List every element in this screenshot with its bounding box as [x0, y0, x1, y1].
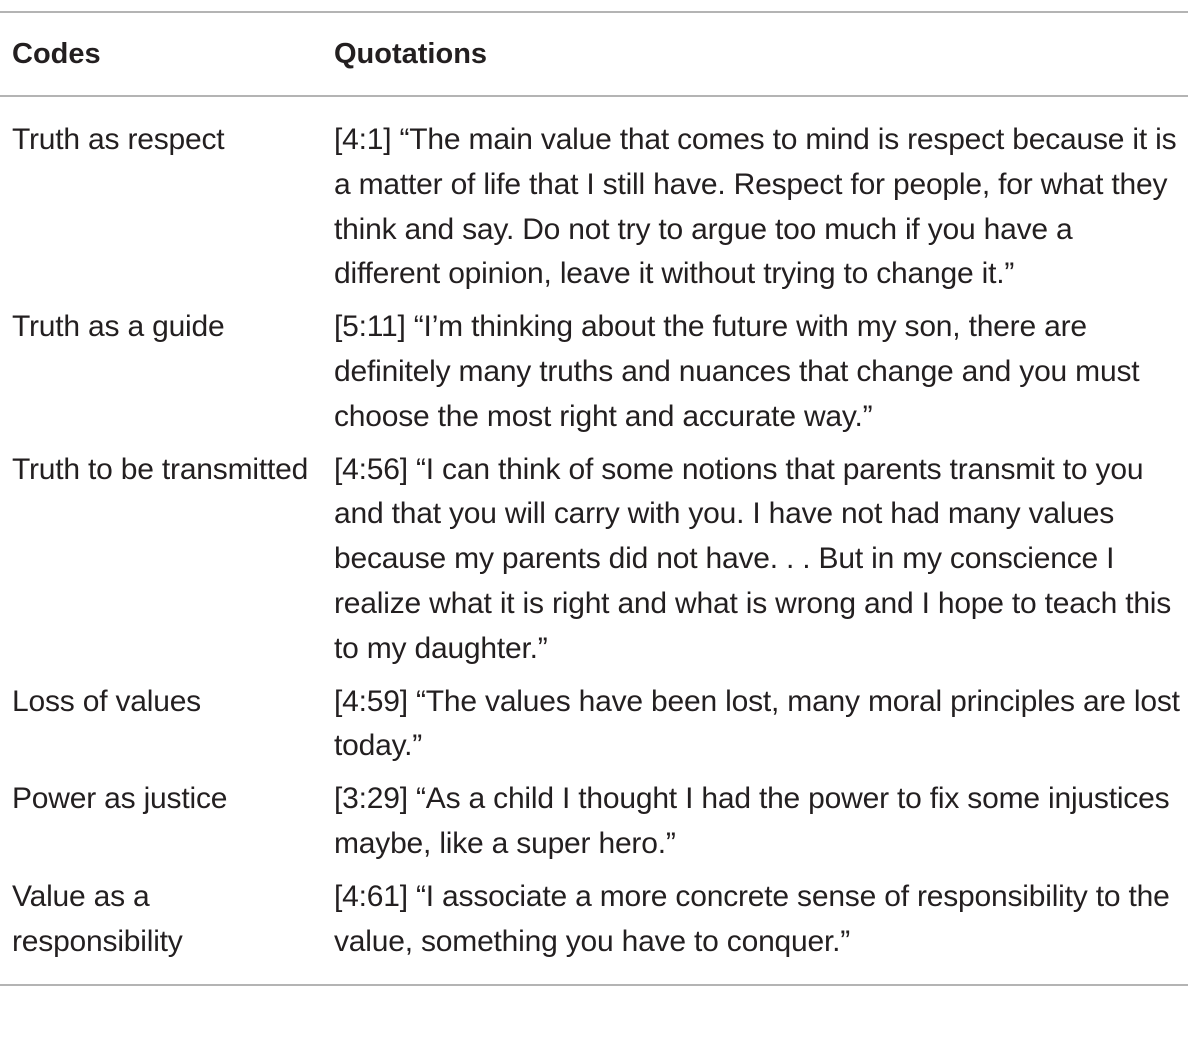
table-row	[0, 305, 1188, 447]
quotation-cell: [4:61] “I associate a more concrete sense of responsibility to the value, something you have to conquer.”	[334, 879, 1170, 958]
header-quotations: Quotations	[334, 38, 488, 70]
table-body	[0, 96, 1188, 985]
code-cell: Loss of values	[12, 684, 201, 718]
header-row	[0, 12, 1188, 96]
code-cell: Truth as respect	[12, 123, 225, 156]
table-row	[0, 448, 1188, 680]
quotation-cell: [5:11] “I’m thinking about the future with my son, there are definitely many truths and nuances that change and you must choose the most right and accurate way.”	[334, 310, 1140, 433]
quotation-cell: [4:59] “The values have been lost, many moral principles are lost today.”	[334, 684, 1180, 763]
quotation-cell: [4:1] “The main value that comes to mind is respect because it is a matter of life that I still have. Respect for people, for what they think and say. Do not try to argue too much if you have a different opinion, leave it without trying to change it.”	[334, 123, 1177, 291]
table-row	[0, 875, 1188, 986]
quotation-cell: [4:56] “I can think of some notions that parents transmit to you and that you will carry with you. I have not had many values because my parents did not have. . . But in my conscience I realize what it is right and what is wrong and I hope to teach this to my daughter.”	[334, 452, 1172, 665]
quotation-cell: [3:29] “As a child I thought I had the power to fix some injustices maybe, like a super hero.”	[334, 782, 1170, 860]
table-header	[0, 12, 1188, 96]
code-cell: Value as a responsibility	[12, 879, 183, 958]
table-row	[0, 96, 1188, 305]
table-row	[0, 680, 1188, 778]
code-cell: Power as justice	[12, 782, 228, 816]
table-row	[0, 777, 1188, 875]
header-codes: Codes	[12, 38, 101, 70]
codes-quotations-table	[0, 11, 1188, 986]
code-cell: Truth to be transmitted	[12, 452, 309, 486]
code-cell: Truth as a guide	[12, 310, 225, 344]
